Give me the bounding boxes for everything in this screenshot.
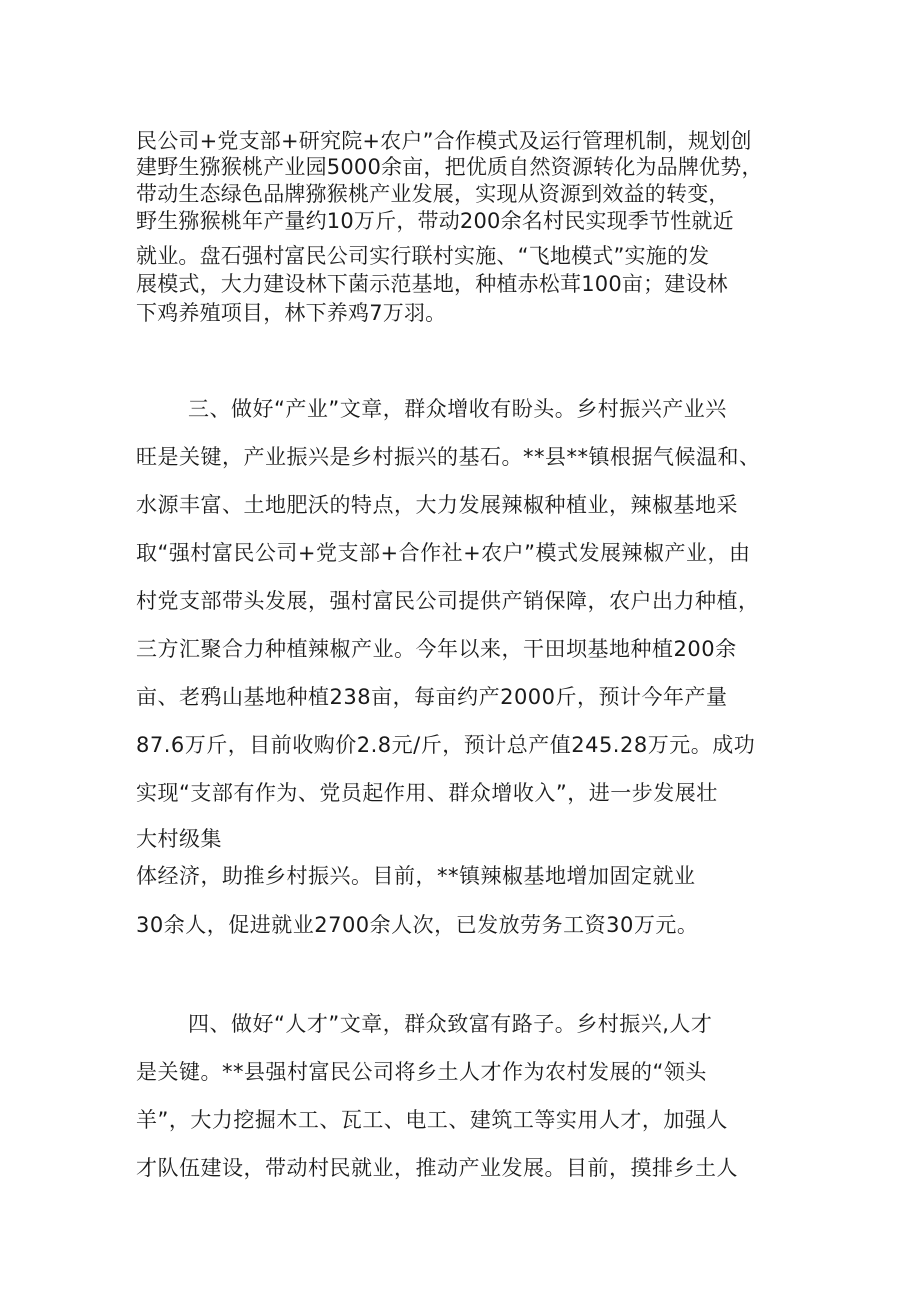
text-line: 带动生态绿色品牌猕猴桃产业发展，实现从资源到效益的转变， [136, 182, 730, 206]
text-line: 87.6万斤，目前收购价2.8元/斤，预计总产值245.28万元。成功 [136, 733, 756, 757]
text-line: 取“强村富民公司+党支部+合作社+农户”模式发展辣椒产业，由 [136, 541, 751, 565]
text-line: 展模式，大力建设林下菌示范基地，种植赤松茸100亩；建设林 [136, 272, 728, 296]
text-line: 旺是关键，产业振兴是乡村振兴的基石。**县**镇根据气候温和、 [136, 445, 761, 469]
text-line: 三方汇聚合力种植辣椒产业。今年以来，干田坝基地种植200余 [136, 637, 737, 661]
text-line: 是关键。**县强村富民公司将乡土人才作为农村发展的“领头 [136, 1060, 707, 1084]
text-line: 民公司+党支部+研究院+农户”合作模式及运行管理机制，规划创 [136, 129, 752, 153]
text-line: 下鸡养殖项目，林下养鸡7万羽。 [136, 301, 447, 325]
text-line: 水源丰富、土地肥沃的特点，大力发展辣椒种植业，辣椒基地采 [136, 493, 738, 517]
section-heading-line: 四、做好“人才”文章，群众致富有路子。乡村振兴,人才 [188, 1012, 713, 1036]
text-line: 建野生猕猴桃产业园5000余亩，把优质自然资源转化为品牌优势， [136, 155, 763, 179]
text-line: 30余人，促进就业2700余人次，已发放劳务工资30万元。 [136, 913, 699, 937]
text-line: 亩、老鸦山基地种植238亩，每亩约产2000斤，预计今年产量 [136, 685, 728, 709]
text-line: 羊”，大力挖掘木工、瓦工、电工、建筑工等实用人才，加强人 [136, 1108, 728, 1132]
text-line: 就业。盘石强村富民公司实行联村实施、“飞地模式”实施的发 [136, 244, 710, 268]
text-line: 大村级集 [136, 827, 222, 851]
text-line: 村党支部带头发展，强村富民公司提供产销保障，农户出力种植， [136, 589, 760, 613]
section-heading-line: 三、做好“产业”文章，群众增收有盼头。乡村振兴产业兴 [188, 397, 727, 421]
text-line: 实现“支部有作为、党员起作用、群众增收入”，进一步发展壮 [136, 781, 718, 805]
text-line: 体经济，助推乡村振兴。目前，**镇辣椒基地增加固定就业 [136, 864, 696, 888]
text-line: 野生猕猴桃年产量约10万斤，带动200余名村民实现季节性就近 [136, 209, 734, 233]
text-line: 才队伍建设，带动村民就业，推动产业发展。目前，摸排乡土人 [136, 1156, 738, 1180]
